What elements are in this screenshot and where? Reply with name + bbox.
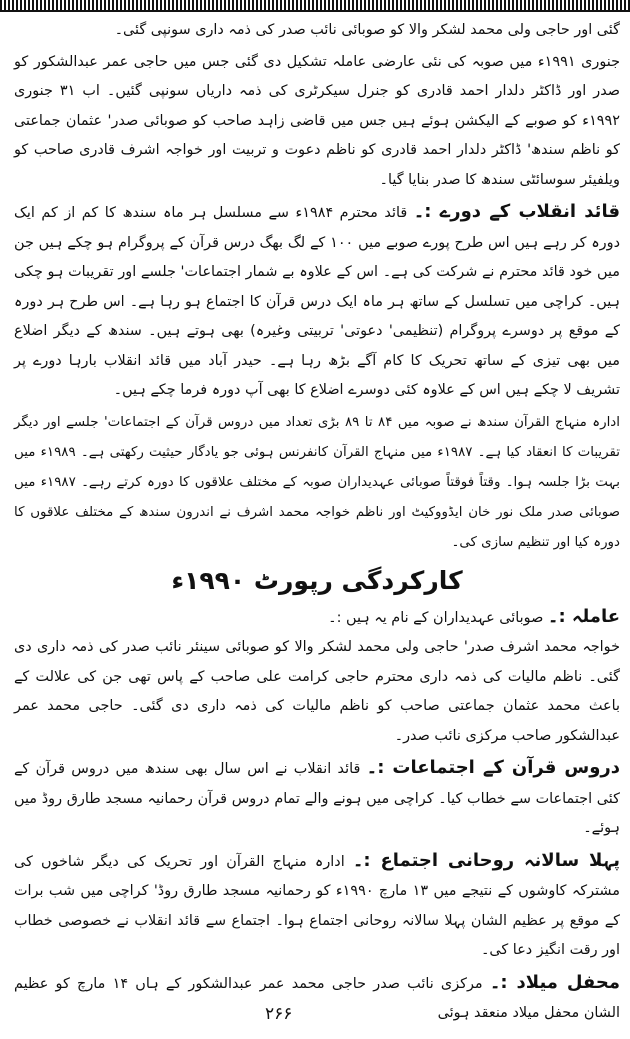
paragraph-7 bbox=[14, 753, 620, 844]
paragraph-4: ادارہ منہاج القرآن سندھ نے صوبہ میں ۸۴ تا ۸۹ بڑی تعداد میں دروس قرآن کے اجتماعات' جلسے اور دیگر تقریبات کا انعقاد کیا ہے۔ ۱۹۸۷ء میں منہاج القرآن کانفرنس ہوئی جو یادگار حیثیت رکھتی ہے۔ ۱۹۸۹ء میں بہت بڑا جلسہ ہوا۔ وقتاً فوقتاً صوبائی عہدیداران صوبہ کے مختلف علاقوں کا دورہ کرتے رہے۔ ۱۹۸۷ء میں صوبائی صدر ملک نور خان ایڈووکیٹ اور ناظم خواجہ محمد اشرف نے اندرون سندھ کے مختلف علاقوں کا دورہ کیا اور تنظیم سازی کی۔ bbox=[14, 414, 620, 550]
paragraph-5-body: صوبائی عہدیداران کے نام یہ ہیں :۔ bbox=[328, 609, 544, 626]
section-heading-report: کارکردگی رپورٹ ۱۹۹۰ء bbox=[171, 565, 463, 595]
paragraph-3-body: قائد محترم ۱۹۸۴ء سے مسلسل ہر ماہ سندھ کا کم از کم ایک دورہ کر رہے ہیں اس طرح پورے صوبے میں ۱۰۰ کے لگ بھگ درس قرآن کے پروگرام ہو چکے ہیں جن میں خود قائد محترم نے شرکت کی ہے۔ اس کے علاوہ بے شمار اجتماعات' جلسے اور تقریبات ہو چکی ہیں۔ کراچی میں تسلسل کے ساتھ ہر ماہ ایک درس قرآن کا اجتماع ہو رہا ہے۔ اس طرح ہر دورہ کے موقع پر دوسرے پروگرام (تنظیمی' دعوتی' تربیتی وغیرہ) بھی ہوتے ہیں۔ سندھ کے دیگر اضلاع میں بھی تیزی کے ساتھ تحریک کا کام آگے بڑھ رہا ہے۔ حیدر آباد میں قائد انقلاب بارہا دورے پر تشریف لا چکے ہیں اس کے علاوہ کئی دوسرے اضلاع کا بھی آپ دورہ فرما چکے ہیں۔ bbox=[14, 205, 620, 398]
section-lead-tours: قائد انقلاب کے دورے :۔ bbox=[413, 201, 620, 222]
paragraph-7-body: قائد انقلاب نے اس سال بھی سندھ میں دروس قرآن کے کئی اجتماعات سے خطاب کیا۔ کراچی میں ہونے والے تمام دروس قرآن رحمانیہ مسجد طارق روڈ میں ہوئے۔ bbox=[14, 761, 620, 836]
paragraph-8 bbox=[14, 846, 620, 966]
document-page bbox=[14, 16, 620, 1029]
paragraph-2: جنوری ۱۹۹۱ء میں صوبہ کی نئی عارضی عاملہ تشکیل دی گئی جس میں حاجی عمر عبدالشکور کو صدر اور ڈاکٹر دلدار احمد قادری کو جنرل سیکرٹری کی ذمہ داریاں سونپی گئیں۔ اب ۳۱ جنوری ۱۹۹۲ء کو صوبے کے الیکشن ہوئے ہیں جس میں قاضی زاہد صاحب کو صوبائی صدر' عثمان جماعتی کو ناظم سندھ' ڈاکٹر دلدار احمد قادری کو ناظم دعوت و تربیت اور خواجہ اشرف قادری صاحب کو ویلفیئر سوسائٹی سندھ کا صدر بنایا گیا۔ bbox=[14, 53, 620, 188]
page-number: ۲۶۶ bbox=[265, 1004, 293, 1024]
paragraph-9 bbox=[14, 968, 620, 1029]
paragraph-9-body: مرکزی نائب صدر حاجی محمد عمر عبدالشکور کے ہاں ۱۴ مارچ کو عظیم الشان محفل میلاد منعقد ہوئی bbox=[14, 975, 620, 1021]
section-lead-amila: عاملہ :۔ bbox=[547, 605, 620, 627]
paragraph-5 bbox=[14, 602, 620, 634]
paragraph-6: خواجہ محمد اشرف صدر' حاجی ولی محمد لشکر والا کو صوبائی سینئر نائب صدر کی ذمہ داری دی گئی۔ ناظم مالیات کی ذمہ داری محترم حاجی کرامت علی صاحب کے پاس تھی جن کی علالت کے باعث محمد عثمان جماعتی صاحب کو ناظم مالیات کی ذمہ داری دی گئی۔ حاجی محمد عمر عبدالشکور صاحب مرکزی نائب صدر۔ bbox=[14, 639, 620, 744]
top-decorative-border bbox=[0, 0, 630, 12]
section-lead-duroos: دروس قرآن کے اجتماعات :۔ bbox=[366, 757, 620, 778]
section-lead-milad: محفل میلاد :۔ bbox=[489, 971, 620, 993]
paragraph-8-body: ادارہ منہاج القرآن اور تحریک کی دیگر شاخوں کی مشترکہ کاوشوں کے نتیجے میں ۱۳ مارچ ۱۹۹۰ء کو رحمانیہ مسجد طارق روڈ' کراچی میں شب برات کے موقع پر عظیم الشان پہلا سالانہ روحانی اجتماع ہوا۔ اجتماع سے قائد انقلاب نے خصوصی خطاب اور رقت انگیز دعا کی۔ bbox=[14, 853, 620, 958]
section-lead-ijtima: پہلا سالانہ روحانی اجتماع :۔ bbox=[352, 849, 620, 871]
paragraph-3 bbox=[14, 197, 620, 406]
paragraph-1: گئی اور حاجی ولی محمد لشکر والا کو صوبائی نائب صدر کی ذمہ داری سونپی گئی۔ bbox=[114, 22, 620, 38]
